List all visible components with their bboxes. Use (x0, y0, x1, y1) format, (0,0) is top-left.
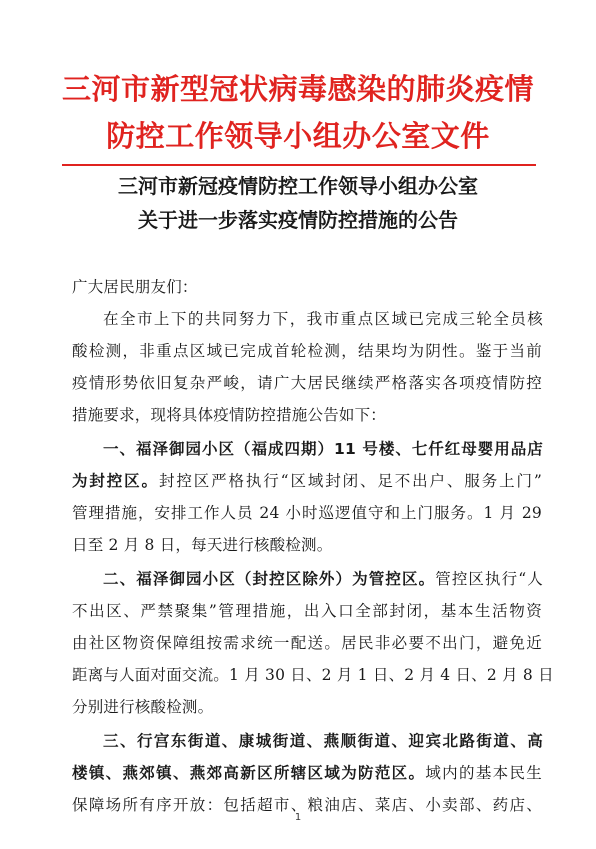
item2-line: 由社区物资保障组按需求统一配送。居民非必要不出门，避免近 (72, 634, 542, 652)
document-header-title-line1: 三河市新型冠状病毒感染的肺炎疫情 (61, 72, 534, 106)
item3-text: 域内的基本民生 (425, 764, 542, 782)
item2-text: 管控区执行“人 (435, 570, 543, 588)
intro-line: 酸检测，非重点区域已完成首轮检测，结果均为阴性。鉴于当前 (72, 342, 542, 360)
item1-bold-text: 一、福泽御园小区（福成四期）11 号楼、七仟红母婴用品店 (103, 440, 543, 458)
intro-line: 疫情形势依旧复杂严峻，请广大居民继续严格落实各项疫情防控 (72, 374, 542, 392)
notice-title-line2: 关于进一步落实疫情防控措施的公告 (138, 208, 458, 232)
intro-line: 措施要求，现将具体疫情防控措施公告如下： (72, 406, 387, 424)
item2-line: 距离与人面对面交流。1 月 30 日、2 月 1 日、2 月 4 日、2 月 8 日 (72, 666, 554, 684)
intro-line: 在全市上下的共同努力下，我市重点区域已完成三轮全员核 (103, 310, 543, 328)
red-divider-rule (62, 164, 536, 166)
item1-heading-line (103, 437, 543, 461)
item2-line: 分别进行核酸检测。 (72, 698, 214, 716)
item3-line (72, 761, 542, 785)
item2-heading-line (103, 567, 543, 591)
document-header-title-line2: 防控工作领导小组办公室文件 (106, 119, 490, 153)
item3-bold-text: 楼镇、燕郊镇、燕郊高新区所辖区域为防范区。 (72, 764, 426, 782)
item2-line: 不出区、严禁聚集”管理措施，出入口全部封闭，基本生活物资 (72, 602, 542, 620)
item3-line: 保障场所有序开放：包括超市、粮油店、菜店、小卖部、药店、 (72, 796, 542, 814)
item1-line (72, 469, 542, 493)
item2-bold-text: 二、福泽御园小区（封控区除外）为管控区。 (103, 570, 436, 588)
item3-bold-text: 三、行宫东街道、康城街道、燕顺街道、迎宾北路街道、高 (103, 732, 543, 750)
page-number: 1 (294, 812, 302, 823)
item1-line: 管理措施，安排工作人员 24 小时巡逻值守和上门服务。1 月 29 (72, 504, 542, 522)
item1-bold-text: 为封控区。 (72, 472, 159, 490)
item1-line: 日至 2 月 8 日，每天进行核酸检测。 (72, 536, 333, 554)
item3-heading-line (103, 729, 543, 753)
item1-text: 封控区严格执行“区域封闭、足不出户、服务上门” (158, 472, 542, 490)
salutation: 广大居民朋友们： (72, 278, 198, 296)
notice-title-line1: 三河市新冠疫情防控工作领导小组办公室 (118, 174, 478, 198)
